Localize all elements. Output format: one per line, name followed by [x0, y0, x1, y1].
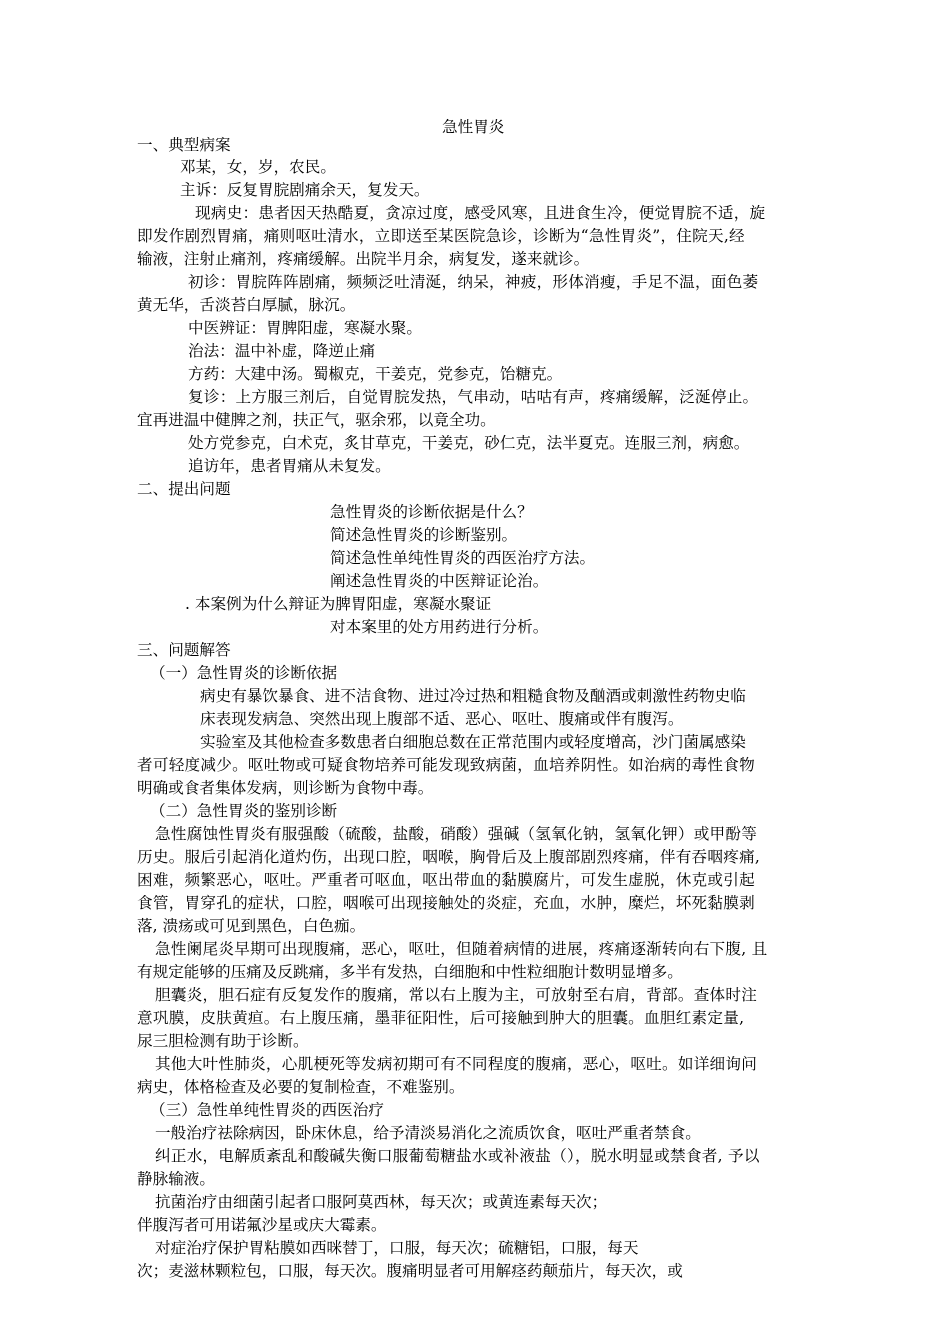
paragraph-line: 实验室及其他检查多数患者白细胞总数在正常范围内或轻度增高，沙门菌属感染	[200, 733, 746, 751]
paragraph-line: 宜再进温中健脾之剂，扶正气，驱余邪，以竟全功。	[137, 411, 496, 429]
paragraph-line: 床表现发病急、突然出现上腹部不适、恶心、呕吐、腹痛或伴有腹泻。	[200, 710, 684, 728]
question-item: 急性胃炎的诊断依据是什么？	[330, 503, 533, 521]
paragraph-line: 输液，注射止痛剂，疼痛缓解。出院半月余，病复发，遂来就诊。	[137, 250, 590, 268]
paragraph-line: 抗菌治疗由细菌引起者口服阿莫西林，每天次；或黄连素每天次；	[155, 1193, 608, 1211]
paragraph-line: 病史，体格检查及必要的复制检查，不难鉴别。	[137, 1078, 465, 1096]
subsection-heading: （一）急性胃炎的诊断依据	[150, 664, 338, 682]
paragraph-line: 即发作剧烈胃痛，痛则呕吐清水，立即送至某医院急诊，诊断为“急性胃炎”，住院天,经	[137, 227, 745, 245]
paragraph-line: 尿三胆检测有助于诊断。	[137, 1032, 309, 1050]
subsection-heading: （二）急性胃炎的鉴别诊断	[150, 802, 338, 820]
section-heading: 一、典型病案	[137, 136, 231, 154]
paragraph-line: 追访年，患者胃痛从未复发。	[188, 457, 391, 475]
paragraph-line: 急性阑尾炎早期可出现腹痛，恶心，呕吐，但随着病情的进展，疼痛逐渐转向右下腹, 且	[155, 940, 768, 958]
paragraph-line: 意巩膜，皮肤黄疸。右上腹压痛，墨菲征阳性，后可接触到肿大的胆囊。血胆红素定量,	[137, 1009, 745, 1027]
paragraph-line: 方药：大建中汤。蜀椒克，干姜克，党参克，饴糖克。	[188, 365, 563, 383]
paragraph-line: 邓某，女，岁，农民。	[180, 158, 336, 176]
paragraph-line: 初诊：胃脘阵阵剧痛，频频泛吐清涎，纳呆，神疲，形体消瘦，手足不温，面色萎	[188, 273, 759, 291]
paragraph-line: 主诉：反复胃脘剧痛余天，复发天。	[180, 181, 430, 199]
question-item: 简述急性单纯性胃炎的西医治疗方法。	[330, 549, 596, 567]
paragraph-line: 次；麦滋林颗粒包，口服，每天次。腹痛明显者可用解痉药颠茄片，每天次，或	[137, 1262, 683, 1280]
paragraph-line: 复诊：上方服三剂后，自觉胃脘发热，气串动，咕咕有声，疼痛缓解，泛涎停止。	[188, 388, 759, 406]
question-item: . 本案例为什么辩证为脾胃阳虚，寒凝水聚证	[185, 595, 492, 613]
paragraph-line: 明确或食者集体发病，则诊断为食物中毒。	[137, 779, 434, 797]
paragraph-line: 落, 溃疡或可见到黑色，白色痂。	[137, 917, 366, 935]
paragraph-line: 伴腹泻者可用诺氟沙星或庆大霉素。	[137, 1216, 387, 1234]
paragraph-line: 有规定能够的压痛及反跳痛，多半有发热，白细胞和中性粒细胞计数明显增多。	[137, 963, 683, 981]
paragraph-line: 病史有暴饮暴食、进不洁食物、进过冷过热和粗糙食物及酗酒或刺激性药物史临	[200, 687, 746, 705]
question-item: 阐述急性胃炎的中医辩证论治。	[330, 572, 549, 590]
section-heading: 三、问题解答	[137, 641, 231, 659]
paragraph-line: 中医辨证：胃脾阳虚，寒凝水聚。	[188, 319, 422, 337]
paragraph-line: 现病史：患者因天热酷夏，贪凉过度，感受风寒，且进食生冷，便觉胃脘不适，旋	[195, 204, 766, 222]
document-title: 急性胃炎	[442, 118, 505, 136]
paragraph-line: 一般治疗祛除病因，卧床休息，给予清淡易消化之流质饮食，呕吐严重者禁食。	[155, 1124, 701, 1142]
question-item: 对本案里的处方用药进行分析。	[330, 618, 549, 636]
paragraph-line: 对症治疗保护胃粘膜如西咪替丁，口服，每天次；硫糖铝，口服，每天	[155, 1239, 639, 1257]
subsection-heading: （三）急性单纯性胃炎的西医治疗	[150, 1101, 384, 1119]
paragraph-line: 胆囊炎，胆石症有反复发作的腹痛，常以右上腹为主，可放射至右肩，背部。查体时注	[155, 986, 758, 1004]
paragraph-line: 处方党参克，白术克，炙甘草克，干姜克，砂仁克，法半夏克。连服三剂，病愈。	[188, 434, 750, 452]
paragraph-line: 困难，频繁恶心，呕吐。严重者可呕血，呕出带血的黏膜腐片，可发生虚脱，休克或引起	[137, 871, 755, 889]
paragraph-line: 纠正水，电解质紊乱和酸碱失衡口服葡萄糖盐水或补液盐（），脱水明显或禁食者, 予以	[155, 1147, 760, 1165]
paragraph-line: 其他大叶性肺炎，心肌梗死等发病初期可有不同程度的腹痛，恶心，呕吐。如详细询问	[155, 1055, 758, 1073]
paragraph-line: 静脉输液。	[137, 1170, 215, 1188]
paragraph-line: 黄无华，舌淡苔白厚腻，脉沉。	[137, 296, 356, 314]
paragraph-line: 急性腐蚀性胃炎有服强酸（硫酸，盐酸，硝酸）强碱（氢氧化钠，氢氧化钾）或甲酚等	[155, 825, 758, 843]
question-item: 简述急性胃炎的诊断鉴别。	[330, 526, 518, 544]
section-heading: 二、提出问题	[137, 480, 231, 498]
paragraph-line: 者可轻度减少。呕吐物或可疑食物培养可能发现致病菌，血培养阴性。如治病的毒性食物	[137, 756, 755, 774]
paragraph-line: 治法：温中补虚，降逆止痛	[188, 342, 376, 360]
paragraph-line: 食管，胃穿孔的症状，口腔，咽喉可出现接触处的炎症，充血，水肿，糜烂，坏死黏膜剥	[137, 894, 755, 912]
paragraph-line: 历史。服后引起消化道灼伤，出现口腔，咽喉，胸骨后及上腹部剧烈疼痛，伴有吞咽疼痛,	[137, 848, 761, 866]
